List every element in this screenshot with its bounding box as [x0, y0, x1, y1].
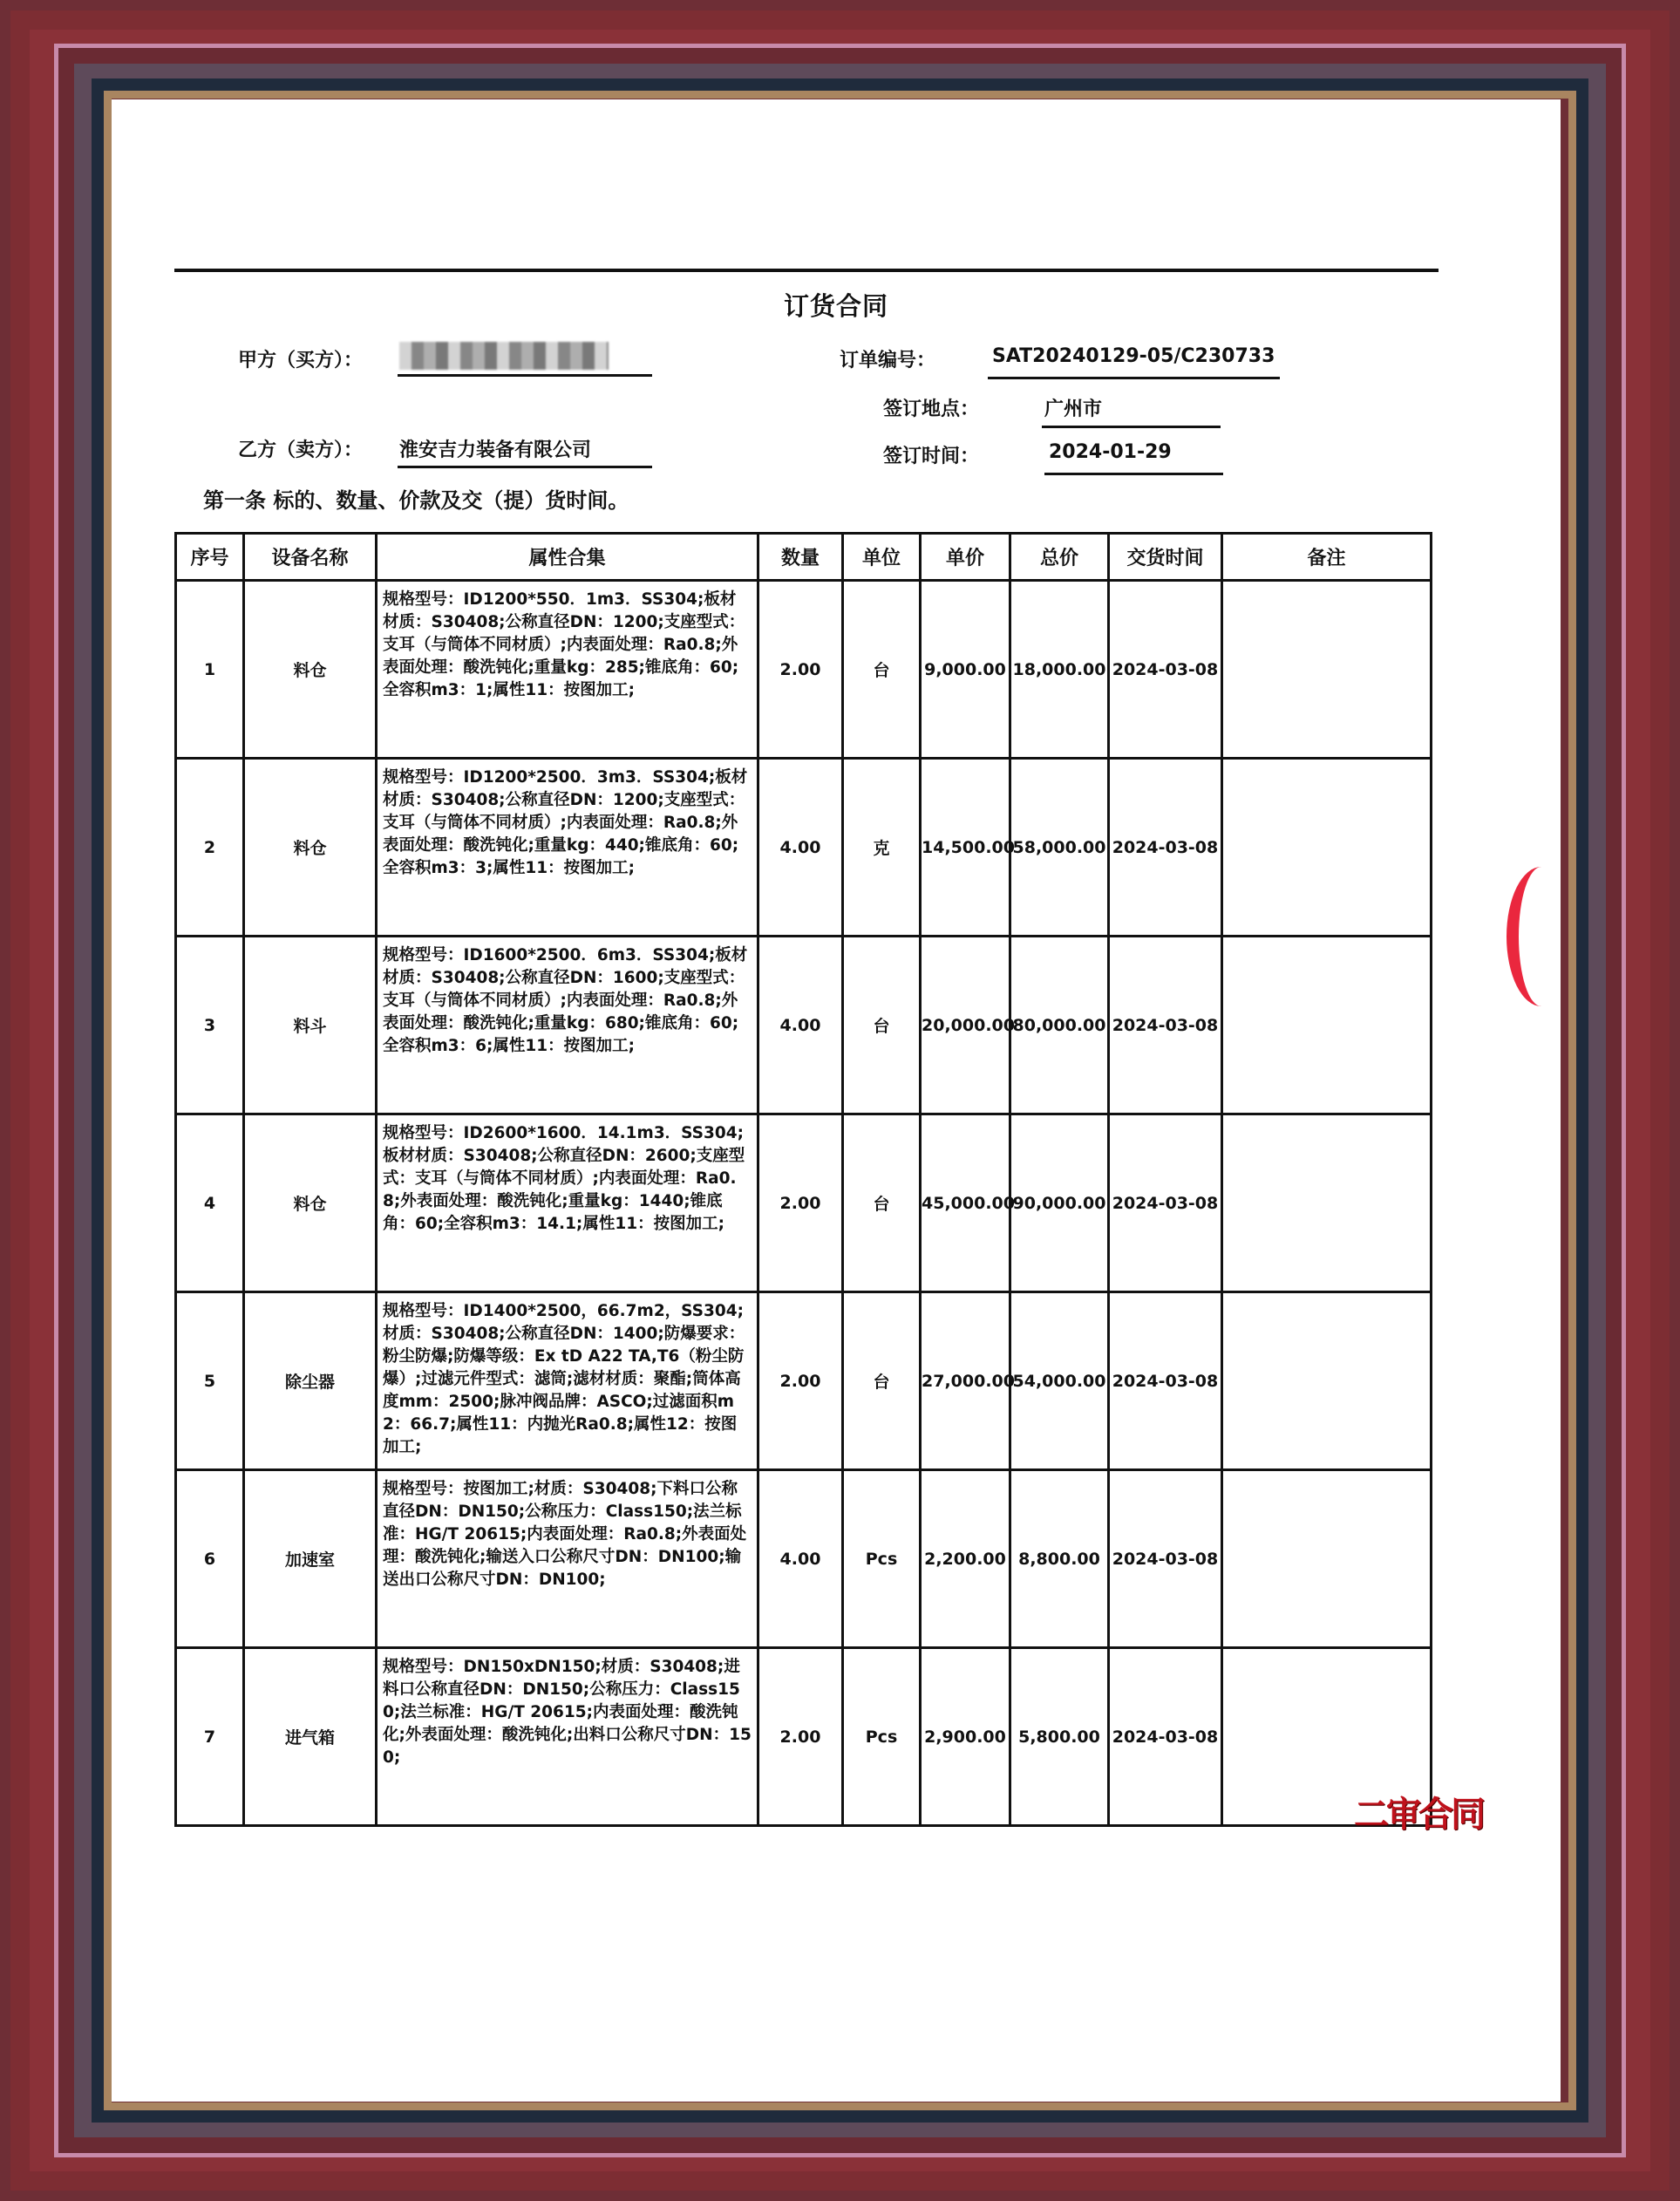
col-header-attributes: 属性合集 — [377, 534, 758, 581]
col-header-unit: 单位 — [843, 534, 921, 581]
party-b-label: 乙方（卖方）： — [238, 440, 364, 461]
cell-attributes: 规格型号：ID1400*2500，66.7m2，SS304;材质：S30408;公称直径DN：1400;防爆要求：粉尘防爆;防爆等级：Ex tD A22 TA,T6（粉尘防爆）;过滤元件型式：滤筒;滤材材质：聚酯;筒体高度mm：2500;脉冲阀品牌：ASCO;过滤面积m2：66.7;属性11：内抛光Ra0.8;属性12：按图加工; — [377, 1292, 758, 1470]
document-title: 订货合同 — [783, 291, 888, 321]
table-row — [176, 1114, 1432, 1292]
cell-remark — [1222, 581, 1432, 759]
cell-no: 5 — [176, 1292, 244, 1470]
cell-unit: 克 — [843, 759, 921, 937]
cell-delivery: 2024-03-08 — [1109, 1470, 1222, 1648]
sign-place-underline — [1042, 426, 1221, 428]
cell-total: 5,800.00 — [1010, 1648, 1109, 1826]
cell-name: 料斗 — [244, 937, 377, 1114]
party-b-value: 淮安吉力装备有限公司 — [399, 440, 592, 461]
cell-delivery: 2024-03-08 — [1109, 759, 1222, 937]
cell-unit-price: 45,000.00 — [921, 1114, 1010, 1292]
party-b-underline — [398, 466, 652, 468]
cell-qty: 2.00 — [758, 581, 843, 759]
cell-delivery: 2024-03-08 — [1109, 937, 1222, 1114]
order-no-value: SAT20240129-05/C230733 — [992, 345, 1275, 367]
cell-no: 7 — [176, 1648, 244, 1826]
cell-qty: 4.00 — [758, 759, 843, 937]
col-header-unit-price: 单价 — [921, 534, 1010, 581]
cell-no: 4 — [176, 1114, 244, 1292]
cell-unit-price: 14,500.00 — [921, 759, 1010, 937]
cell-name: 进气箱 — [244, 1648, 377, 1826]
cell-remark — [1222, 1114, 1432, 1292]
cell-attributes: 规格型号：ID1200*2500．3m3．SS304;板材材质：S30408;公称直径DN：1200;支座型式：支耳（与筒体不同材质）;内表面处理：Ra0.8;外表面处理：酸洗钝化;重量kg：440;锥底角：60;全容积m3：3;属性11：按图加工; — [377, 759, 758, 937]
party-a-label: 甲方（买方）： — [238, 350, 364, 371]
cell-total: 8,800.00 — [1010, 1470, 1109, 1648]
header-rule — [174, 269, 1439, 272]
cell-no: 2 — [176, 759, 244, 937]
sign-date-label: 签订时间： — [883, 446, 980, 467]
cell-attributes: 规格型号：ID2600*1600．14.1m3．SS304;板材材质：S30408;公称直径DN：2600;支座型式：支耳（与筒体不同材质）;内表面处理：Ra0.8;外表面处理：酸洗钝化;重量kg：1440;锥底角：60;全容积m3：14.1;属性11：按图加工; — [377, 1114, 758, 1292]
review-stamp: 二审合同 — [1354, 1794, 1483, 1835]
cell-unit: 台 — [843, 1114, 921, 1292]
cell-unit: Pcs — [843, 1648, 921, 1826]
cell-qty: 2.00 — [758, 1648, 843, 1826]
cell-no: 6 — [176, 1470, 244, 1648]
col-header-delivery: 交货时间 — [1109, 534, 1222, 581]
cell-total: 90,000.00 — [1010, 1114, 1109, 1292]
col-header-name: 设备名称 — [244, 534, 377, 581]
cell-unit: 台 — [843, 1292, 921, 1470]
cell-qty: 2.00 — [758, 1114, 843, 1292]
col-header-remark: 备注 — [1222, 534, 1432, 581]
cell-name: 料仓 — [244, 759, 377, 937]
cell-name: 料仓 — [244, 581, 377, 759]
cell-unit-price: 2,900.00 — [921, 1648, 1010, 1826]
cell-attributes: 规格型号：按图加工;材质：S30408;下料口公称直径DN：DN150;公称压力：Class150;法兰标准：HG/T 20615;内表面处理：Ra0.8;外表面处理：酸洗钝化;输送入口公称尺寸DN：DN100;输送出口公称尺寸DN：DN100; — [377, 1470, 758, 1648]
order-no-label: 订单编号： — [840, 350, 936, 371]
sign-date-underline — [1044, 473, 1223, 475]
cell-name: 除尘器 — [244, 1292, 377, 1470]
cell-delivery: 2024-03-08 — [1109, 581, 1222, 759]
cell-attributes: 规格型号：ID1600*2500．6m3．SS304;板材材质：S30408;公称直径DN：1600;支座型式：支耳（与筒体不同材质）;内表面处理：Ra0.8;外表面处理：酸洗钝化;重量kg：680;锥底角：60;全容积m3：6;属性11：按图加工; — [377, 937, 758, 1114]
cell-unit-price: 27,000.00 — [921, 1292, 1010, 1470]
table-row — [176, 1648, 1432, 1826]
cell-remark — [1222, 1470, 1432, 1648]
cell-unit: Pcs — [843, 1470, 921, 1648]
cell-attributes: 规格型号：ID1200*550．1m3．SS304;板材材质：S30408;公称直径DN：1200;支座型式：支耳（与筒体不同材质）;内表面处理：Ra0.8;外表面处理：酸洗钝化;重量kg：285;锥底角：60;全容积m3：1;属性11：按图加工; — [377, 581, 758, 759]
table-row — [176, 581, 1432, 759]
cell-remark — [1222, 1292, 1432, 1470]
sign-date-value: 2024-01-29 — [1049, 441, 1172, 463]
cell-no: 1 — [176, 581, 244, 759]
cell-delivery: 2024-03-08 — [1109, 1114, 1222, 1292]
cell-unit-price: 2,200.00 — [921, 1470, 1010, 1648]
cell-name: 加速室 — [244, 1470, 377, 1648]
cell-attributes: 规格型号：DN150xDN150;材质：S30408;进料口公称直径DN：DN150;公称压力：Class150;法兰标准：HG/T 20615;内表面处理：酸洗钝化;外表面处理：酸洗钝化;出料口公称尺寸DN：150; — [377, 1648, 758, 1826]
cell-delivery: 2024-03-08 — [1109, 1648, 1222, 1826]
cell-unit: 台 — [843, 581, 921, 759]
cell-name: 料仓 — [244, 1114, 377, 1292]
cell-remark — [1222, 759, 1432, 937]
sign-place-value: 广州市 — [1044, 399, 1103, 420]
cell-unit-price: 9,000.00 — [921, 581, 1010, 759]
col-header-total: 总价 — [1010, 534, 1109, 581]
col-header-qty: 数量 — [758, 534, 843, 581]
items-table — [174, 532, 1432, 1827]
table-row — [176, 759, 1432, 937]
table-row — [176, 937, 1432, 1114]
sign-place-label: 签订地点： — [883, 399, 980, 420]
party-a-redacted-value — [399, 342, 609, 370]
party-a-underline — [398, 374, 652, 377]
company-seal-partial — [1507, 867, 1576, 1006]
cell-total: 18,000.00 — [1010, 581, 1109, 759]
cell-total: 58,000.00 — [1010, 759, 1109, 937]
table-header-row — [176, 534, 1432, 581]
cell-qty: 4.00 — [758, 937, 843, 1114]
cell-qty: 4.00 — [758, 1470, 843, 1648]
table-row — [176, 1292, 1432, 1470]
cell-qty: 2.00 — [758, 1292, 843, 1470]
clause-1-heading: 第一条 标的、数量、价款及交（提）货时间。 — [203, 488, 629, 513]
contract-page — [112, 99, 1561, 2102]
order-no-underline — [988, 377, 1280, 379]
cell-no: 3 — [176, 937, 244, 1114]
cell-unit: 台 — [843, 937, 921, 1114]
cell-total: 54,000.00 — [1010, 1292, 1109, 1470]
table-row — [176, 1470, 1432, 1648]
cell-remark — [1222, 937, 1432, 1114]
cell-total: 80,000.00 — [1010, 937, 1109, 1114]
cell-delivery: 2024-03-08 — [1109, 1292, 1222, 1470]
col-header-no: 序号 — [176, 534, 244, 581]
cell-unit-price: 20,000.00 — [921, 937, 1010, 1114]
